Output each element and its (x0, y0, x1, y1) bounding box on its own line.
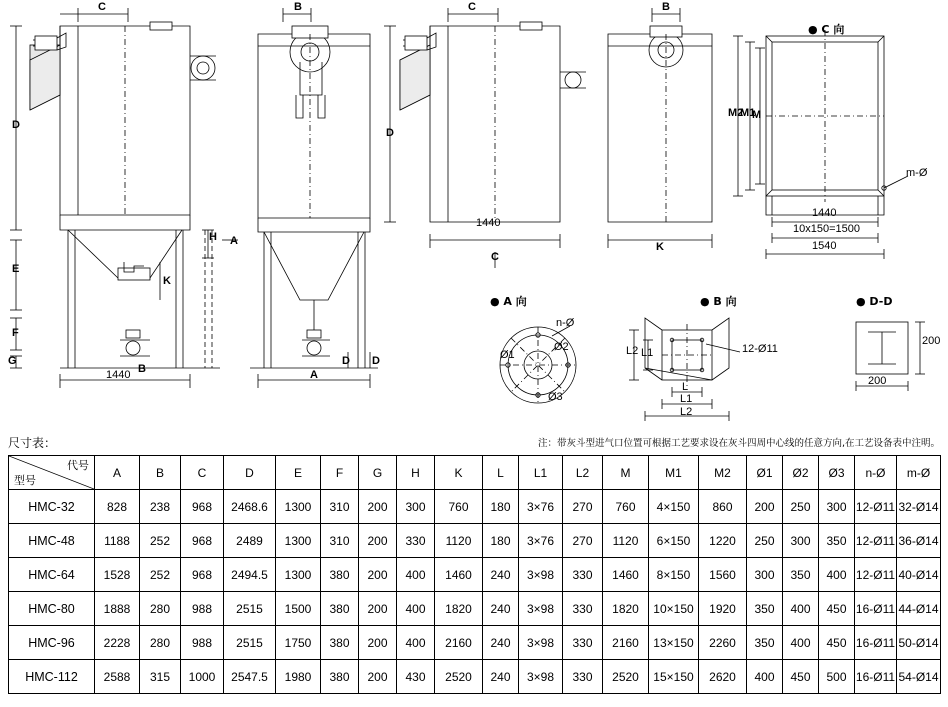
table-row (9, 592, 941, 626)
table-cell: 380 (321, 592, 359, 626)
c-dim-m: M (752, 109, 762, 121)
table-cell: 10×150 (649, 592, 699, 626)
table-cell: 1000 (181, 660, 224, 694)
col-header: G (359, 456, 397, 490)
table-cell: 300 (819, 490, 855, 524)
table-cell: 1980 (276, 660, 321, 694)
front-dim-k: K (163, 275, 171, 287)
side-dim-a: A (310, 369, 318, 381)
col-header: M (603, 456, 649, 490)
table-cell: 200 (359, 660, 397, 694)
table-cell: 250 (747, 524, 783, 558)
table-cell: 6×150 (649, 524, 699, 558)
table-cell: 400 (397, 558, 435, 592)
table-cell: 200 (359, 524, 397, 558)
table-cell: 400 (819, 558, 855, 592)
row-model: HMC-32 (9, 490, 95, 524)
table-row (9, 626, 941, 660)
table-cell: 400 (783, 626, 819, 660)
col-header: H (397, 456, 435, 490)
table-cell: 200 (359, 626, 397, 660)
c-dim-m1: M1 (740, 107, 756, 119)
table-cell: 1220 (699, 524, 747, 558)
table-cell: 15×150 (649, 660, 699, 694)
table-cell: 1120 (603, 524, 649, 558)
table-cell: 760 (435, 490, 483, 524)
col-header: B (140, 456, 181, 490)
table-cell: 300 (397, 490, 435, 524)
table-cell: 3×98 (519, 592, 563, 626)
table-cell: 180 (483, 490, 519, 524)
front-dim-d: D (12, 119, 20, 131)
col-header: M2 (699, 456, 747, 490)
b-l2-vert: L2 (626, 345, 639, 357)
corner-label-code: 代号 (67, 459, 89, 472)
col-header: L1 (519, 456, 563, 490)
table-cell: 500 (819, 660, 855, 694)
table-cell: 2160 (435, 626, 483, 660)
dd-height: 200 (922, 335, 941, 347)
row-model: HMC-64 (9, 558, 95, 592)
table-cell: 3×76 (519, 490, 563, 524)
front-mark-b: B (138, 363, 146, 375)
table-cell: 16-Ø11 (855, 626, 897, 660)
row-model: HMC-80 (9, 592, 95, 626)
table-cell: 200 (747, 490, 783, 524)
view3-dim-d: D (386, 127, 394, 139)
c-width-inner: 1440 (812, 207, 837, 219)
table-cell: 2489 (224, 524, 276, 558)
table-cell: 2547.5 (224, 660, 276, 694)
col-header: E (276, 456, 321, 490)
view3-width: 1440 (476, 217, 501, 229)
col-header: D (224, 456, 276, 490)
c-dim-m2: M2 (728, 107, 744, 119)
view4-dim-k: K (656, 241, 664, 253)
col-header: Ø2 (783, 456, 819, 490)
table-cell: 16-Ø11 (855, 660, 897, 694)
corner-label-model: 型号 (14, 474, 36, 487)
side-mark-d-right: D (372, 355, 380, 367)
table-cell: 1300 (276, 524, 321, 558)
table-cell: 380 (321, 626, 359, 660)
row-model: HMC-112 (9, 660, 95, 694)
table-cell: 2588 (95, 660, 140, 694)
front-dim-f: F (12, 327, 19, 339)
table-corner-cell (9, 456, 95, 490)
col-header: M1 (649, 456, 699, 490)
table-cell: 350 (747, 592, 783, 626)
table-cell: 2620 (699, 660, 747, 694)
table-cell: 2515 (224, 626, 276, 660)
front-mark-a: A (230, 235, 238, 247)
table-cell: 968 (181, 490, 224, 524)
table-cell: 200 (359, 490, 397, 524)
table-cell: 2160 (603, 626, 649, 660)
table-cell: 350 (819, 524, 855, 558)
table-cell: 238 (140, 490, 181, 524)
table-cell: 4×150 (649, 490, 699, 524)
table-cell: 1500 (276, 592, 321, 626)
view3-label-c: C (491, 251, 499, 263)
col-header: A (95, 456, 140, 490)
table-note: 注：带灰斗型进气口位置可根据工艺要求设在灰斗四周中心线的任意方向,在工艺设备表中注明。 (537, 438, 940, 449)
table-body (9, 490, 941, 694)
table-cell: 430 (397, 660, 435, 694)
view4-dim-b: B (662, 1, 670, 13)
table-cell: 270 (563, 490, 603, 524)
table-cell: 2228 (95, 626, 140, 660)
table-cell: 270 (563, 524, 603, 558)
table-cell: 240 (483, 626, 519, 660)
col-header: F (321, 456, 359, 490)
table-cell: 40-Ø14 (897, 558, 941, 592)
b-l2: L2 (680, 406, 693, 418)
table-cell: 32-Ø14 (897, 490, 941, 524)
table-cell: 380 (321, 660, 359, 694)
table-cell: 12-Ø11 (855, 558, 897, 592)
table-row (9, 660, 941, 694)
a-d2: Ø2 (554, 341, 569, 353)
a-d3: Ø3 (548, 391, 563, 403)
table-cell: 240 (483, 558, 519, 592)
table-cell: 3×98 (519, 558, 563, 592)
b-bolt-label: 12-Ø11 (742, 343, 778, 355)
table-cell: 8×150 (649, 558, 699, 592)
table-cell: 380 (321, 558, 359, 592)
a-hole-count: n-Ø (556, 317, 575, 329)
table-cell: 1820 (603, 592, 649, 626)
table-cell: 1560 (699, 558, 747, 592)
table-cell: 350 (783, 558, 819, 592)
b-view-title: ● B 向 (700, 295, 737, 308)
table-cell: 12-Ø11 (855, 490, 897, 524)
table-cell: 16-Ø11 (855, 592, 897, 626)
table-cell: 13×150 (649, 626, 699, 660)
front-dim-h: H (209, 231, 217, 243)
table-cell: 36-Ø14 (897, 524, 941, 558)
row-model: HMC-48 (9, 524, 95, 558)
table-cell: 330 (397, 524, 435, 558)
table-cell: 3×98 (519, 660, 563, 694)
table-cell: 2515 (224, 592, 276, 626)
col-header: Ø1 (747, 456, 783, 490)
table-cell: 828 (95, 490, 140, 524)
table-cell: 400 (783, 592, 819, 626)
table-cell: 1820 (435, 592, 483, 626)
table-cell: 860 (699, 490, 747, 524)
table-cell: 280 (140, 592, 181, 626)
table-cell: 2260 (699, 626, 747, 660)
table-cell: 450 (819, 626, 855, 660)
table-cell: 252 (140, 524, 181, 558)
table-cell: 400 (747, 660, 783, 694)
table-cell: 450 (819, 592, 855, 626)
table-cell: 200 (359, 592, 397, 626)
table-cell: 2520 (603, 660, 649, 694)
table-cell: 1120 (435, 524, 483, 558)
table-cell: 2494.5 (224, 558, 276, 592)
table-cell: 3×76 (519, 524, 563, 558)
table-cell: 1460 (435, 558, 483, 592)
table-cell: 240 (483, 660, 519, 694)
table-cell: 330 (563, 660, 603, 694)
table-cell: 350 (747, 626, 783, 660)
table-cell: 1528 (95, 558, 140, 592)
b-l: L (682, 381, 689, 393)
dimension-table (8, 455, 940, 694)
table-cell: 310 (321, 490, 359, 524)
table-cell: 12-Ø11 (855, 524, 897, 558)
a-d1: Ø1 (500, 349, 515, 361)
row-model: HMC-96 (9, 626, 95, 660)
table-cell: 44-Ø14 (897, 592, 941, 626)
table-cell: 200 (359, 558, 397, 592)
side-dim-b: B (294, 1, 302, 13)
table-cell: 400 (397, 626, 435, 660)
table-cell: 240 (483, 592, 519, 626)
table-cell: 330 (563, 558, 603, 592)
table-cell: 3×98 (519, 626, 563, 660)
side-mark-d-left: D (342, 355, 350, 367)
table-cell: 310 (321, 524, 359, 558)
front-dim-c: C (98, 1, 106, 13)
table-cell: 330 (563, 592, 603, 626)
table-cell: 300 (747, 558, 783, 592)
dd-view-title: ● D-D (856, 295, 893, 308)
table-cell: 760 (603, 490, 649, 524)
table-cell: 54-Ø14 (897, 660, 941, 694)
table-title: 尺寸表： (8, 436, 57, 450)
front-dim-g: G (8, 355, 17, 367)
table-cell: 1188 (95, 524, 140, 558)
table-cell: 2468.6 (224, 490, 276, 524)
table-cell: 300 (783, 524, 819, 558)
col-header: C (181, 456, 224, 490)
b-l1: L1 (680, 393, 693, 405)
table-cell: 988 (181, 626, 224, 660)
table-cell: 1750 (276, 626, 321, 660)
col-header: K (435, 456, 483, 490)
c-hole-label: m-Ø (906, 167, 928, 179)
c-spacing: 10x150=1500 (793, 223, 860, 235)
table-cell: 1460 (603, 558, 649, 592)
col-header: m-Ø (897, 456, 941, 490)
front-dim-e: E (12, 263, 20, 275)
a-view-title: ● A 向 (490, 295, 527, 308)
table-cell: 250 (783, 490, 819, 524)
table-cell: 968 (181, 558, 224, 592)
table-cell: 400 (397, 592, 435, 626)
table-cell: 988 (181, 592, 224, 626)
table-row (9, 524, 941, 558)
table-cell: 1300 (276, 558, 321, 592)
table-cell: 968 (181, 524, 224, 558)
view3-dim-c: C (468, 1, 476, 13)
table-header-row (9, 456, 941, 490)
table-cell: 1920 (699, 592, 747, 626)
col-header: L2 (563, 456, 603, 490)
col-header: L (483, 456, 519, 490)
table-cell: 252 (140, 558, 181, 592)
table-cell: 50-Ø14 (897, 626, 941, 660)
col-header: n-Ø (855, 456, 897, 490)
table-row (9, 490, 941, 524)
c-width-outer: 1540 (812, 240, 837, 252)
table-cell: 330 (563, 626, 603, 660)
b-l1-vert: L1 (641, 347, 654, 359)
table-cell: 1888 (95, 592, 140, 626)
c-view-title: ● C 向 (808, 23, 845, 36)
table-cell: 180 (483, 524, 519, 558)
table-row (9, 558, 941, 592)
front-width: 1440 (106, 369, 131, 381)
table-cell: 1300 (276, 490, 321, 524)
dd-width: 200 (868, 375, 887, 387)
col-header: Ø3 (819, 456, 855, 490)
table-cell: 315 (140, 660, 181, 694)
table-cell: 450 (783, 660, 819, 694)
table-cell: 280 (140, 626, 181, 660)
table-cell: 2520 (435, 660, 483, 694)
